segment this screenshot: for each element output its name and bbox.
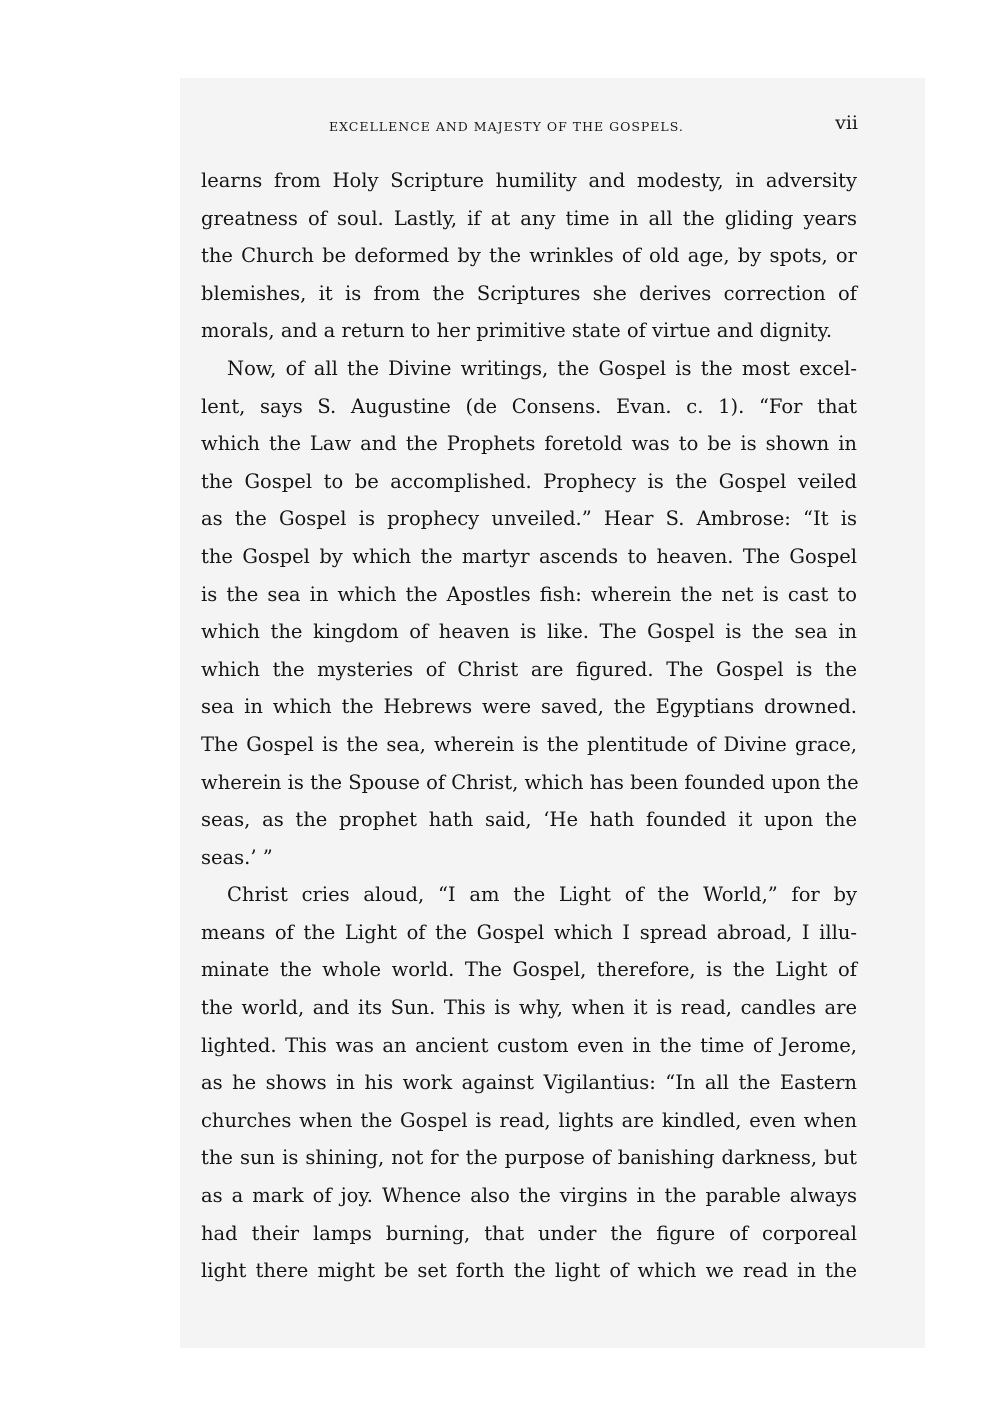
text-line: the Gospel to be accomplished. Prophecy is the Gospel veiled [201,469,857,493]
running-title: EXCELLENCE AND MAJESTY OF THE GOSPELS. [329,119,684,134]
text-line: minate the whole world. The Gospel, therefore, is the Light of [201,958,857,982]
text-line: as he shows in his work against Vigilantius: “In all the Eastern [201,1071,857,1095]
text-line: The Gospel is the sea, wherein is the plentitude of Divine grace, [201,732,857,756]
page-header [201,112,860,142]
text-line: learns from Holy Scripture humility and modesty, in adversity [201,169,857,192]
text-line: is the sea in which the Apostles fish: wherein the net is cast to [201,582,857,606]
text-line: which the mysteries of Christ are figured. The Gospel is the [201,657,857,681]
text-line: the Church be deformed by the wrinkles of old age, by spots, or [201,244,857,268]
text-line: as a mark of joy. Whence also the virgins in the parable always [201,1184,857,1208]
text-line: had their lamps burning, that under the figure of corporeal [201,1221,857,1245]
text-line: which the kingdom of heaven is like. The Gospel is the sea in [201,620,857,644]
text-line: light there might be set forth the light of which we read in the [201,1259,857,1283]
paragraph-start-line: Christ cries aloud, “I am the Light of the World,” for by [227,883,857,907]
text-line: seas.’ ” [201,845,273,869]
paragraph-start-line: Now, of all the Divine writings, the Gospel is the most excel- [227,356,857,380]
text-line: blemishes, it is from the Scriptures she derives correction of [201,281,857,305]
text-line: greatness of soul. Lastly, if at any time in all the gliding years [201,206,857,230]
text-line: the world, and its Sun. This is why, when it is read, candles are [201,996,857,1020]
page-number: vii [835,112,858,134]
body-text [201,162,857,1290]
text-line: sea in which the Hebrews were saved, the Egyptians drowned. [201,695,857,719]
text-line: lighted. This was an ancient custom even in the time of Jerome, [201,1033,857,1057]
text-line: the sun is shining, not for the purpose of banishing darkness, but [201,1146,857,1170]
text-line: which the Law and the Prophets foretold was to be is shown in [201,432,857,456]
text-line: as the Gospel is prophecy unveiled.” Hear S. Ambrose: “It is [201,507,857,531]
text-line: seas, as the prophet hath said, ‘He hath founded it upon the [201,808,857,832]
text-line: lent, says S. Augustine (de Consens. Evan. c. 1). “For that [201,394,857,418]
text-line: the Gospel by which the martyr ascends to heaven. The Gospel [201,544,857,568]
text-line: means of the Light of the Gospel which I spread abroad, I illu- [201,920,857,944]
text-line: wherein is the Spouse of Christ, which has been founded upon the [201,770,859,794]
text-line: churches when the Gospel is read, lights are kindled, even when [201,1108,857,1132]
text-line: morals, and a return to her primitive state of virtue and dignity. [201,319,833,343]
